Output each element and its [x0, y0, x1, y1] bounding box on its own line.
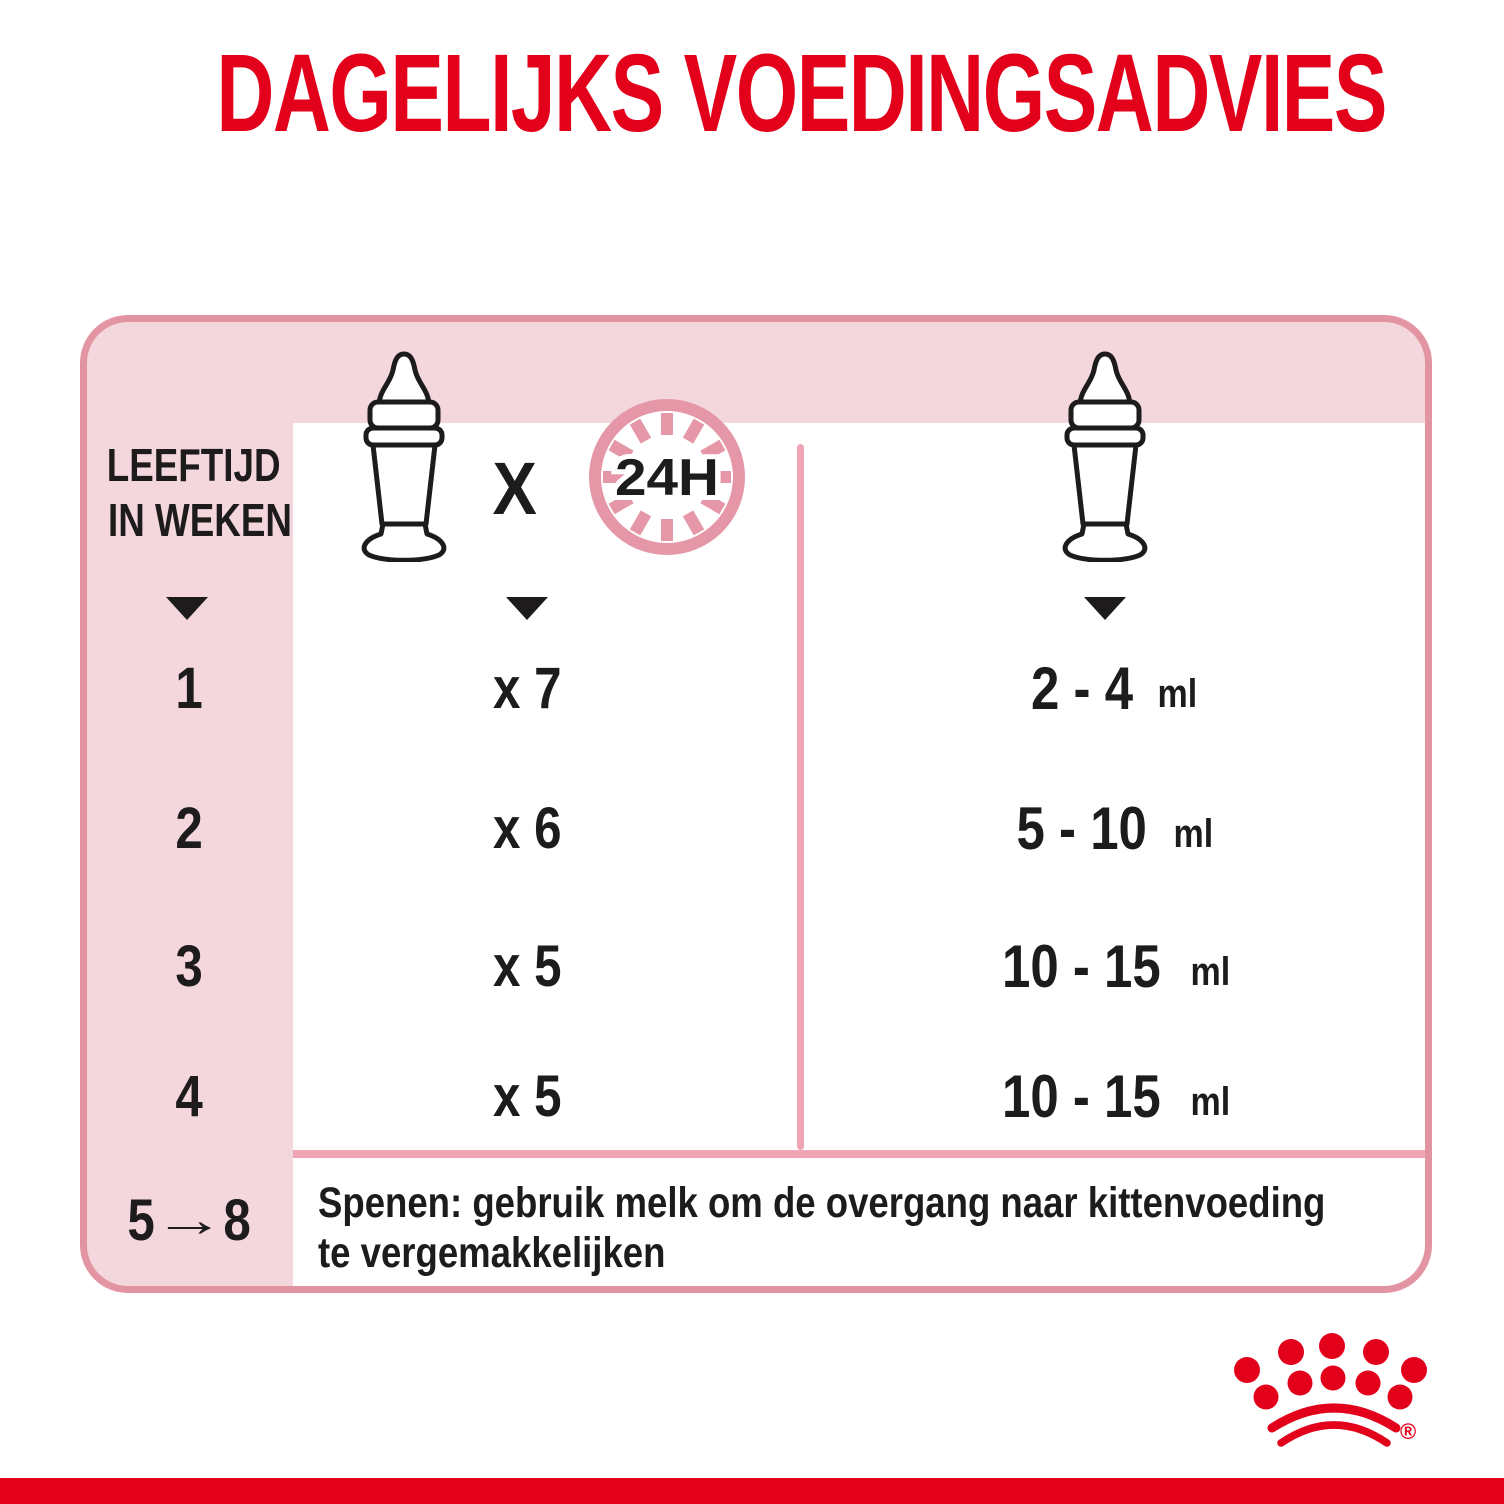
arrow-down-icon [506, 597, 548, 620]
table-row-feedings: x 5 [492, 933, 562, 999]
table-row-amount: 10 - 15 ml [1002, 932, 1231, 1000]
table-row-feedings: x 5 [492, 1063, 562, 1129]
royal-canin-crown-logo [1232, 1333, 1432, 1449]
table-row-week: 2 [175, 795, 203, 861]
page-title: DAGELIJKS VOEDINGSADVIES [216, 32, 1387, 155]
table-row-week: 1 [175, 655, 203, 721]
registered-trademark: ® [1400, 1419, 1417, 1444]
milk-bottle-icon [352, 350, 456, 562]
clock-24h-icon [583, 393, 751, 561]
arrow-down-icon [1084, 597, 1126, 620]
brand-footer-bar [0, 1478, 1504, 1504]
weaning-row-divider [293, 1150, 1425, 1158]
multiply-symbol: X [492, 446, 538, 530]
table-row-feedings: x 7 [492, 655, 562, 721]
age-column-header: LEEFTIJD IN WEKEN [106, 439, 292, 546]
table-row-week: 3 [175, 933, 203, 999]
milk-bottle-icon [1053, 350, 1157, 562]
arrow-down-icon [166, 597, 208, 620]
clock-label: 24H [615, 449, 719, 507]
table-row-amount: 10 - 15 ml [1002, 1062, 1231, 1130]
right-arrow-icon: → [153, 1193, 225, 1247]
weaning-week-range: 5 → 8 [127, 1187, 251, 1253]
table-row-week: 4 [175, 1063, 203, 1129]
column-divider [797, 444, 804, 1150]
table-row-amount: 5 - 10 ml [1016, 794, 1214, 862]
weaning-note: Spenen: gebruik melk om de overgang naar kittenvoeding te vergemakkelijken [318, 1179, 1326, 1277]
table-row-amount: 2 - 4 ml [1030, 654, 1197, 722]
table-row-feedings: x 6 [492, 795, 562, 861]
